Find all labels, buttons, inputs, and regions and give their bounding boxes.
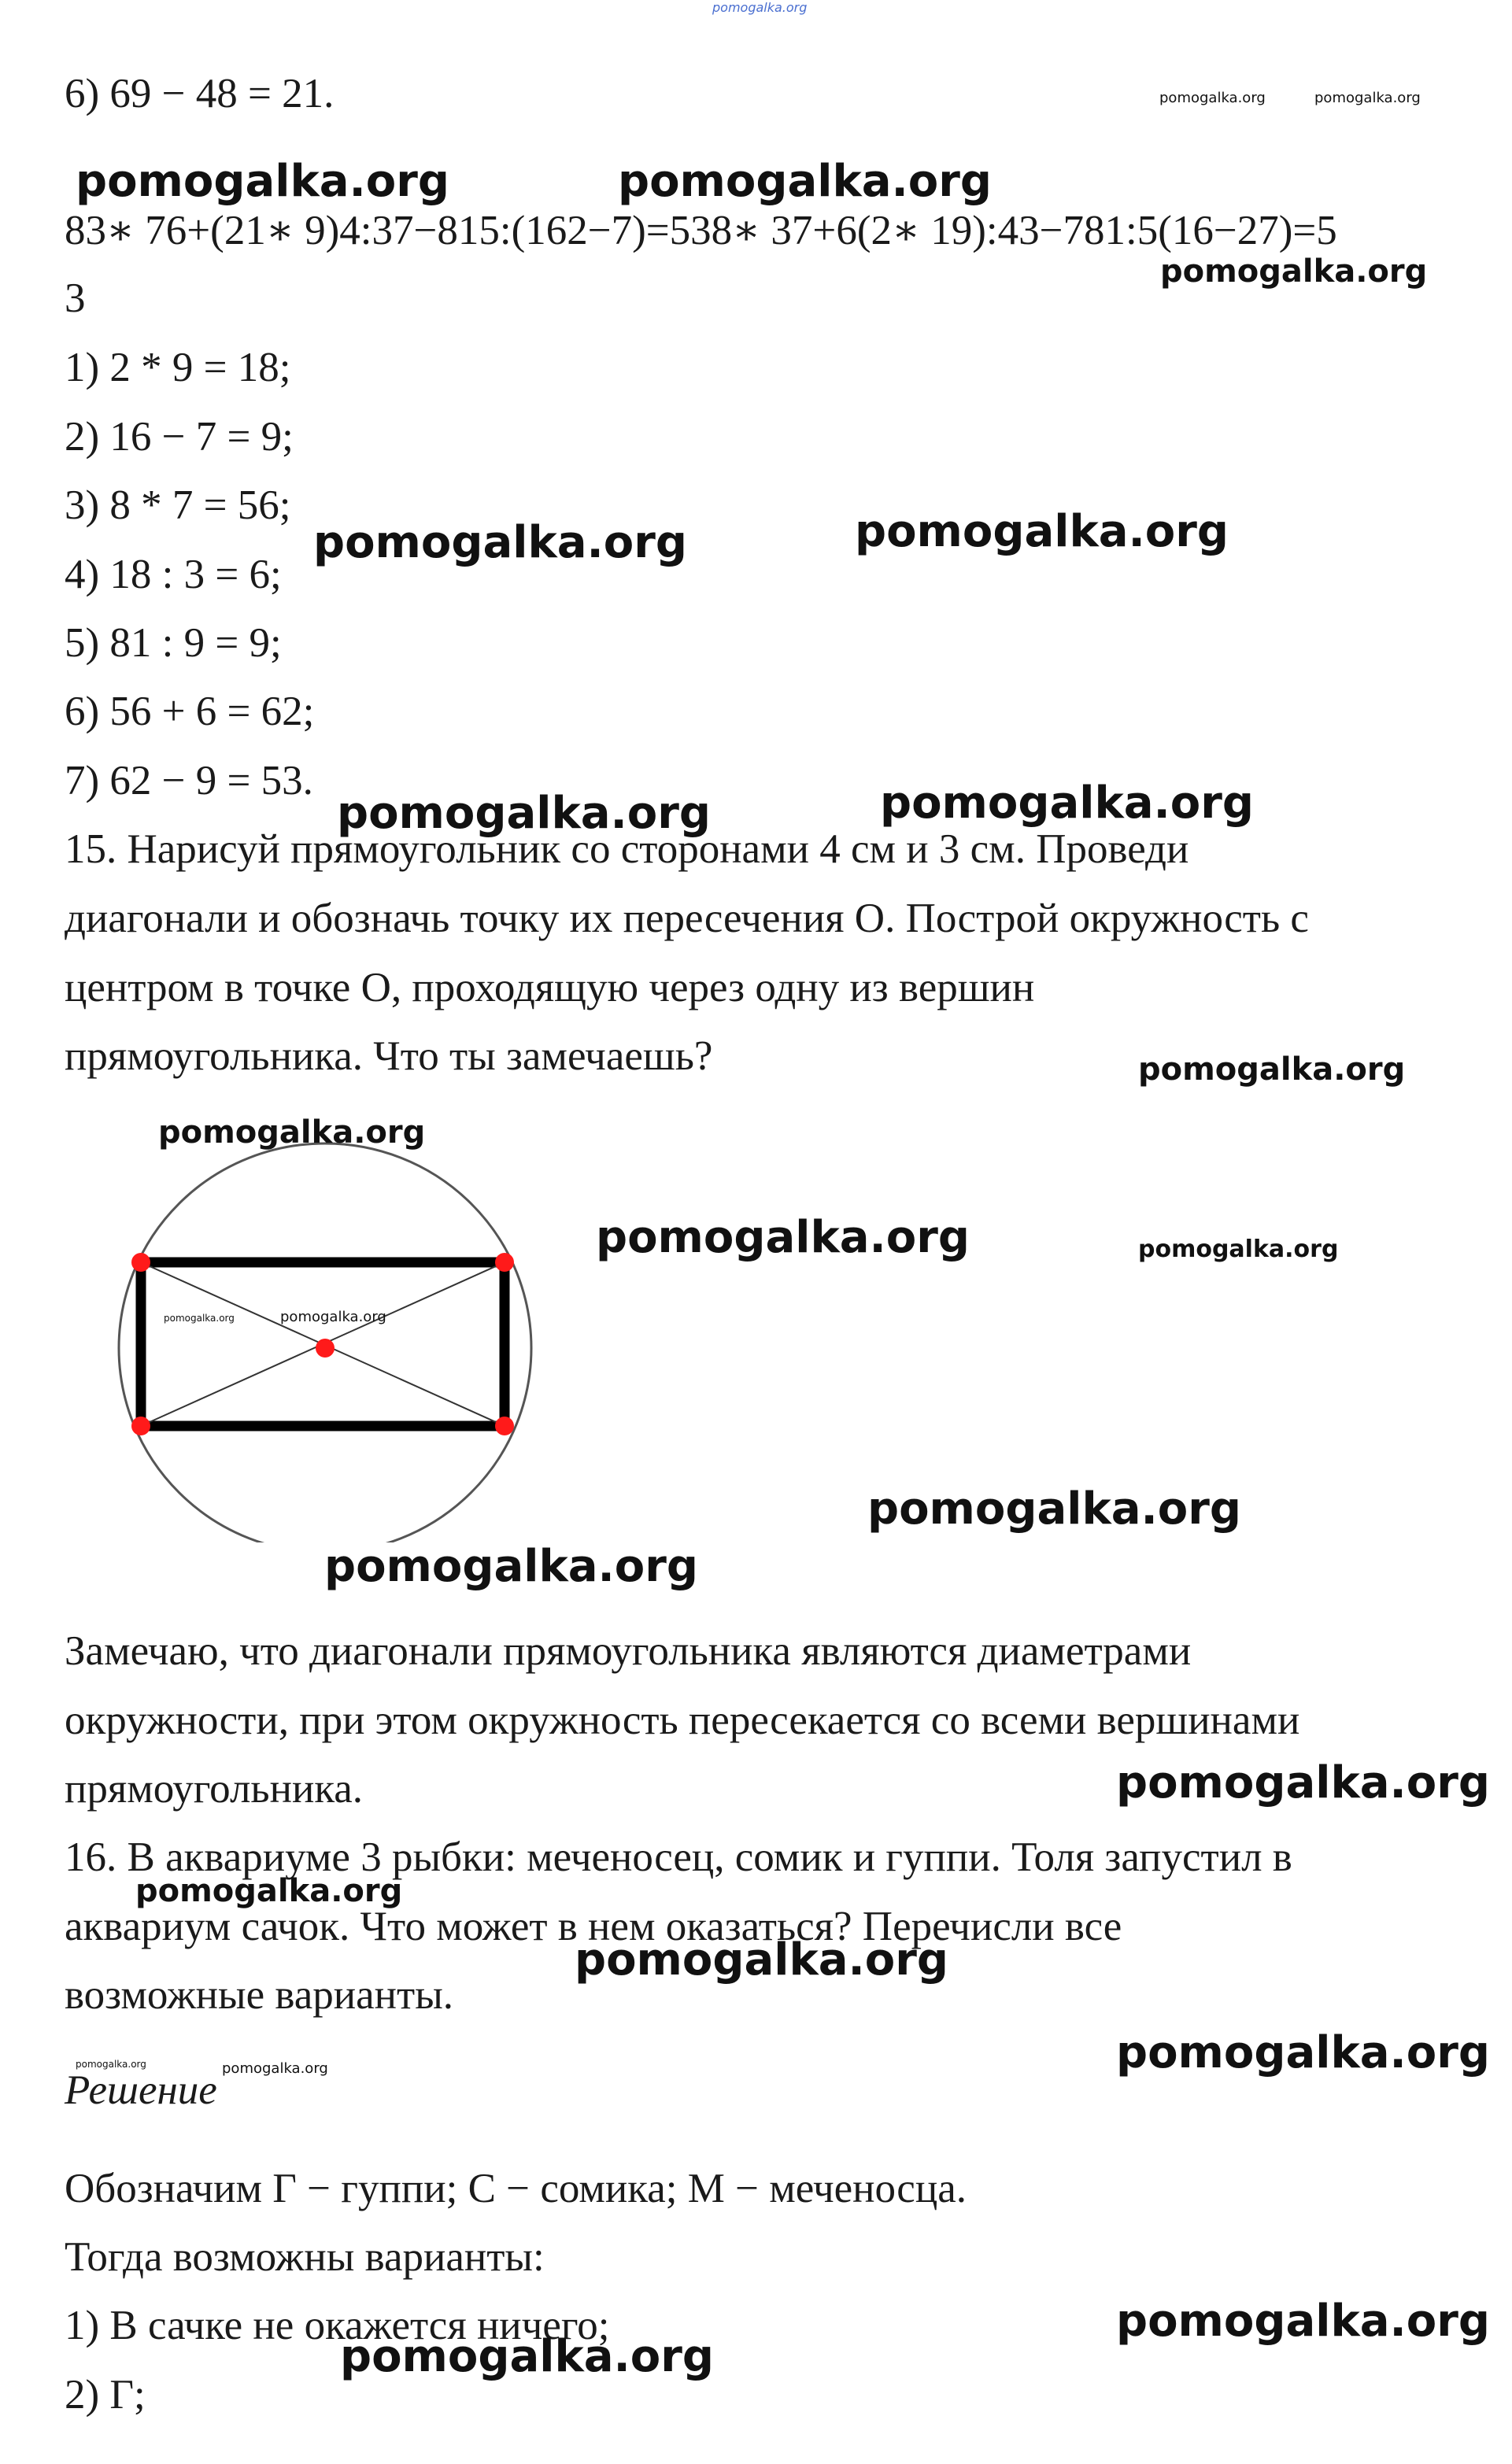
denote-line: Обозначим Г − гуппи; С − сомика; М − меченосца.	[65, 2166, 967, 2211]
watermark: pomogalka.org	[1138, 1236, 1339, 1263]
watermark: pomogalka.org	[164, 1313, 235, 1324]
variant-1: 1) В сачке не окажется ничего;	[65, 2303, 610, 2348]
step-6: 6) 56 + 6 = 62;	[65, 689, 315, 734]
watermark: pomogalka.org	[867, 1483, 1241, 1535]
watermark: pomogalka.org	[855, 506, 1229, 557]
watermark: pomogalka.org	[340, 2331, 714, 2382]
watermark: pomogalka.org	[337, 788, 711, 839]
solution-heading: Решение	[65, 2067, 217, 2113]
line-6-result: 6) 69 − 48 = 21.	[65, 71, 335, 116]
step-4: 4) 18 : 3 = 6;	[65, 552, 282, 597]
then-line: Тогда возможны варианты:	[65, 2234, 545, 2280]
site-link[interactable]: pomogalka.org	[712, 0, 808, 15]
answer-15-line-3: прямоугольника.	[65, 1766, 364, 1812]
watermark: pomogalka.org	[76, 156, 449, 207]
step-5: 5) 81 : 9 = 9;	[65, 620, 282, 666]
watermark: pomogalka.org	[280, 1309, 386, 1325]
watermark: pomogalka.org	[596, 1212, 970, 1263]
task-16-line-3: возможные варианты.	[65, 1972, 454, 2018]
watermark: pomogalka.org	[1314, 90, 1421, 106]
rectangle-circle-figure	[79, 1117, 551, 1542]
vertex-bottom-right	[495, 1417, 514, 1435]
watermark: pomogalka.org	[135, 1873, 403, 1909]
vertex-bottom-left	[131, 1417, 150, 1435]
watermark: pomogalka.org	[222, 2060, 328, 2077]
step-3: 3) 8 * 7 = 56;	[65, 482, 291, 528]
center-point-o	[316, 1339, 335, 1358]
vertex-top-right	[495, 1253, 514, 1272]
task-15-line-2: диагонали и обозначь точку их пересечения О. Построй окружность с	[65, 896, 1309, 941]
watermark: pomogalka.org	[1160, 253, 1428, 290]
step-1: 1) 2 * 9 = 18;	[65, 345, 291, 390]
expression-line: 83∗ 76+(21∗ 9)4:37−815:(162−7)=538∗ 37+6(2∗ 19):43−781:5(16−27)=5	[65, 208, 1337, 253]
watermark: pomogalka.org	[1116, 2296, 1490, 2347]
watermark: pomogalka.org	[1116, 1757, 1490, 1808]
watermark: pomogalka.org	[158, 1114, 426, 1151]
task-15-line-3: центром в точке О, проходящую через одну из вершин	[65, 965, 1035, 1010]
variant-2: 2) Г;	[65, 2372, 146, 2418]
task-15-line-1: 15. Нарисуй прямоугольник со сторонами 4 см и 3 см. Проведи	[65, 826, 1189, 872]
watermark: pomogalka.org	[324, 1541, 698, 1592]
task-16-line-2: аквариум сачок. Что может в нем оказаться? Перечисли все	[65, 1904, 1122, 1949]
watermark: pomogalka.org	[76, 2059, 146, 2070]
watermark: pomogalka.org	[313, 517, 687, 568]
watermark: pomogalka.org	[1159, 90, 1266, 106]
step-7: 7) 62 − 9 = 53.	[65, 758, 313, 803]
task-15-line-4: прямоугольника. Что ты замечаешь?	[65, 1033, 713, 1079]
watermark: pomogalka.org	[575, 1934, 948, 1986]
answer-15-line-1: Замечаю, что диагонали прямоугольника являются диаметрами	[65, 1628, 1192, 1674]
task-16-line-1: 16. В аквариуме 3 рыбки: меченосец, сомик и гуппи. Толя запустил в	[65, 1834, 1292, 1880]
watermark: pomogalka.org	[618, 156, 992, 207]
step-2: 2) 16 − 7 = 9;	[65, 414, 294, 460]
expression-line-tail: 3	[65, 275, 86, 321]
answer-15-line-2: окружности, при этом окружность пересекается со всеми вершинами	[65, 1697, 1300, 1743]
vertex-top-left	[131, 1253, 150, 1272]
watermark: pomogalka.org	[1116, 2027, 1490, 2078]
watermark: pomogalka.org	[880, 778, 1254, 829]
watermark: pomogalka.org	[1138, 1051, 1406, 1088]
